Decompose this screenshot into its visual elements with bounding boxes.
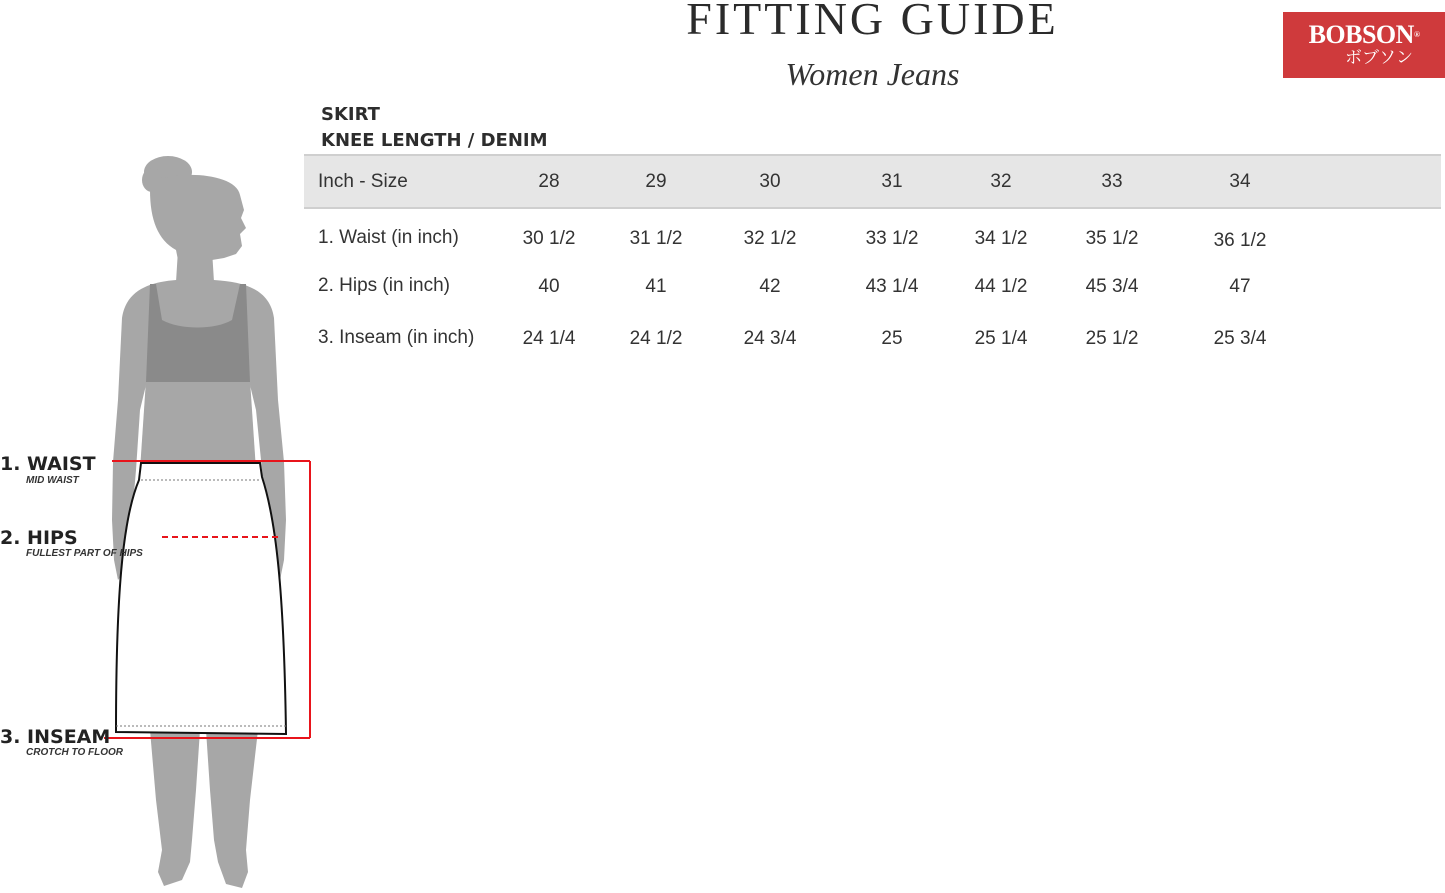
size-table-header (304, 154, 1441, 209)
logo-kana: ボブソン (1345, 48, 1413, 68)
size-header-cell: 29 (645, 171, 667, 192)
page-title: FITTING GUIDE (686, 0, 1059, 44)
size-header-cell: 31 (881, 171, 903, 192)
size-header-cell: 33 (1101, 171, 1123, 192)
page-subtitle: Women Jeans (785, 56, 960, 92)
table-cell: 31 1/2 (629, 228, 683, 249)
table-cell: 45 3/4 (1085, 276, 1139, 297)
measure-sub-waist: MID WAIST (26, 475, 79, 486)
table-cell: 42 (759, 276, 781, 297)
table-cell: 25 (881, 328, 903, 349)
row-label-hips: 2. Hips (in inch) (318, 275, 450, 296)
table-cell: 43 1/4 (865, 276, 919, 297)
row-label-inseam: 3. Inseam (in inch) (318, 327, 475, 348)
table-cell: 25 1/4 (974, 328, 1028, 349)
section-title-skirt: SKIRT (321, 104, 380, 125)
table-cell: 40 (538, 276, 560, 297)
table-cell: 35 1/2 (1085, 228, 1139, 249)
table-cell: 30 1/2 (522, 228, 576, 249)
size-header-cell: 32 (990, 171, 1012, 192)
logo-brand: BOBSON® (1308, 20, 1420, 49)
size-header-cell: 30 (759, 171, 781, 192)
row-label-waist: 1. Waist (in inch) (318, 227, 459, 248)
measure-label-inseam: 3. INSEAM (0, 726, 111, 748)
brand-logo (1283, 12, 1445, 78)
table-cell: 32 1/2 (743, 228, 797, 249)
size-header-cell: 34 (1229, 171, 1251, 192)
table-cell: 25 1/2 (1085, 328, 1139, 349)
table-cell: 24 1/2 (629, 328, 683, 349)
table-cell: 24 3/4 (743, 328, 797, 349)
table-cell: 47 (1229, 276, 1251, 297)
measure-label-waist: 1. WAIST (0, 453, 96, 475)
table-cell: 33 1/2 (865, 228, 919, 249)
table-cell: 44 1/2 (974, 276, 1028, 297)
measure-sub-hips: FULLEST PART OF HIPS (26, 548, 143, 559)
measure-label-hips: 2. HIPS (0, 527, 78, 549)
table-cell: 25 3/4 (1213, 328, 1267, 349)
size-header-cell: 28 (538, 171, 560, 192)
table-cell: 34 1/2 (974, 228, 1028, 249)
table-cell: 41 (645, 276, 667, 297)
section-title-length: KNEE LENGTH / DENIM (321, 130, 548, 151)
body-silhouette-figure (0, 140, 320, 893)
table-cell: 36 1/2 (1213, 230, 1267, 251)
measure-sub-inseam: CROTCH TO FLOOR (26, 747, 124, 758)
table-cell: 24 1/4 (522, 328, 576, 349)
table-header-label: Inch - Size (318, 171, 408, 192)
